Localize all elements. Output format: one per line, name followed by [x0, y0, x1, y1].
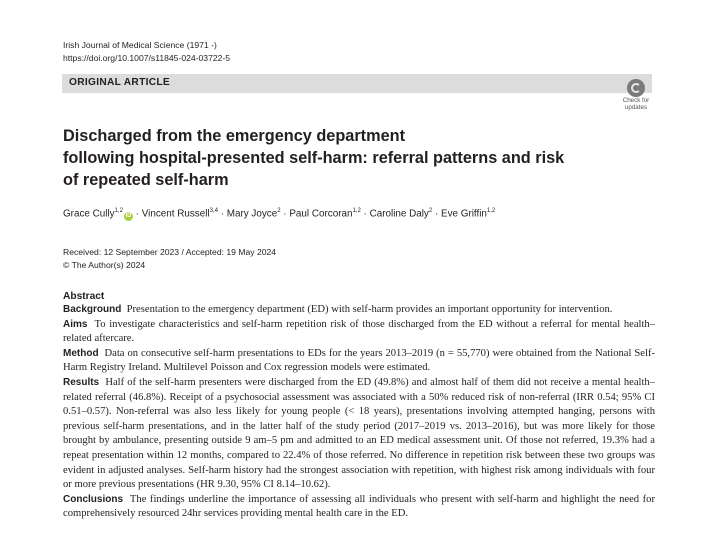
abstract-section-method	[63, 347, 655, 376]
section-text: The findings underline the importance of assessing all individuals who present with self-harm and highlight the need for comprehensively resourced 24hr services providing mental health care in the ED.	[63, 493, 655, 520]
check-updates-icon	[627, 79, 645, 97]
section-text: To investigate characteristics and self-harm repetition risk of those discharged from the ED without a referral for mental health–related aftercare.	[63, 318, 656, 345]
author-separator: ·	[280, 208, 290, 220]
author-separator: ·	[132, 208, 142, 220]
title-line: Discharged from the emergency department	[63, 127, 406, 145]
abstract-heading: Abstract	[63, 291, 105, 302]
author-name[interactable]: Grace Cully	[63, 208, 115, 220]
author-separator: ·	[360, 208, 370, 220]
article-type-banner	[62, 74, 652, 93]
title-line: of repeated self-harm	[63, 171, 229, 189]
author-affiliation: 1,2	[352, 208, 361, 214]
journal-info	[63, 39, 230, 65]
article-dates	[63, 246, 276, 271]
author-name[interactable]: Mary Joyce	[226, 208, 278, 220]
check-updates-text: Check for updates	[622, 97, 650, 111]
section-label: Results	[63, 376, 100, 388]
author-name[interactable]: Paul Corcoran	[289, 208, 353, 220]
check-for-updates-button[interactable]	[619, 79, 653, 113]
section-label: Background	[63, 304, 122, 315]
abstract-section-results	[63, 376, 655, 493]
author-name[interactable]: Eve Griffin	[441, 208, 487, 220]
author-affiliation: 3,4	[209, 208, 218, 214]
article-title	[63, 125, 623, 191]
abstract	[63, 291, 655, 522]
article-type-label: ORIGINAL ARTICLE	[69, 77, 171, 88]
section-label: Aims	[63, 318, 88, 330]
author-separator: ·	[217, 208, 227, 220]
abstract-section-background	[63, 303, 655, 318]
section-text: Data on consecutive self-harm presentations to EDs for the years 2013–2019 (n = 55,770) were obtained from the National Self-Harm Registry Ireland. Multilevel Poisson and Cox regression models were estimated.	[63, 347, 655, 374]
orcid-icon[interactable]: iD	[125, 213, 132, 220]
author-separator: ·	[432, 208, 441, 220]
section-label: Method	[63, 347, 99, 359]
abstract-section-aims	[63, 318, 655, 347]
doi-link[interactable]: https://doi.org/10.1007/s11845-024-03722-5	[63, 53, 231, 63]
journal-name: Irish Journal of Medical Science (1971 -)	[63, 40, 217, 50]
copyright-notice: © The Author(s) 2024	[63, 259, 146, 270]
section-text: Half of the self-harm presenters were discharged from the ED (49.8%) and almost half of them did not receive a mental health–related referral (46.8%). Receipt of a psychosocial assessment was associated with a 50% reduced risk of non-referral (IRR 0.54; 95% CI 0.51–0.57). Non-referral was also less likely for young people (< 18 years), presentations involving attempted hanging, persons with previous self-harm presentations, and in the latter half of the study period (2017–2019 vs. 2013–2016), but was more likely for those brought by ambulance, presenting outside 9 am–5 pm and admitted to an ED medical assessment unit. Of those not referred, 19.3% had a repeat presentation within 12 months, compared to 22.4% of those referred. No difference in repetition risk between these two groups was evident in adjusted analyses. Self-harm history had the strongest association with repetition, with highest risk among individuals with four or more previous presentations (HR 9.30, 95% CI 8.14–10.62).	[63, 376, 656, 491]
author-affiliation: 1,2	[486, 208, 496, 214]
author-affiliation: 2	[428, 208, 433, 214]
author-list	[63, 208, 495, 221]
title-line: following hospital-presented self-harm: referral patterns and risk	[63, 149, 565, 167]
author-name[interactable]: Caroline Daly	[369, 208, 429, 220]
section-label: Conclusions	[63, 493, 124, 505]
author-affiliation: 1,2	[114, 208, 123, 214]
received-accepted-dates: Received: 12 September 2023 / Accepted: 19 May 2024	[63, 247, 277, 257]
abstract-section-conclusions	[63, 493, 655, 522]
author-affiliation: 2	[277, 208, 281, 214]
section-text: Presentation to the emergency department (ED) with self-harm provides an important opportunity for intervention.	[126, 304, 613, 315]
author-name[interactable]: Vincent Russell	[141, 208, 210, 220]
